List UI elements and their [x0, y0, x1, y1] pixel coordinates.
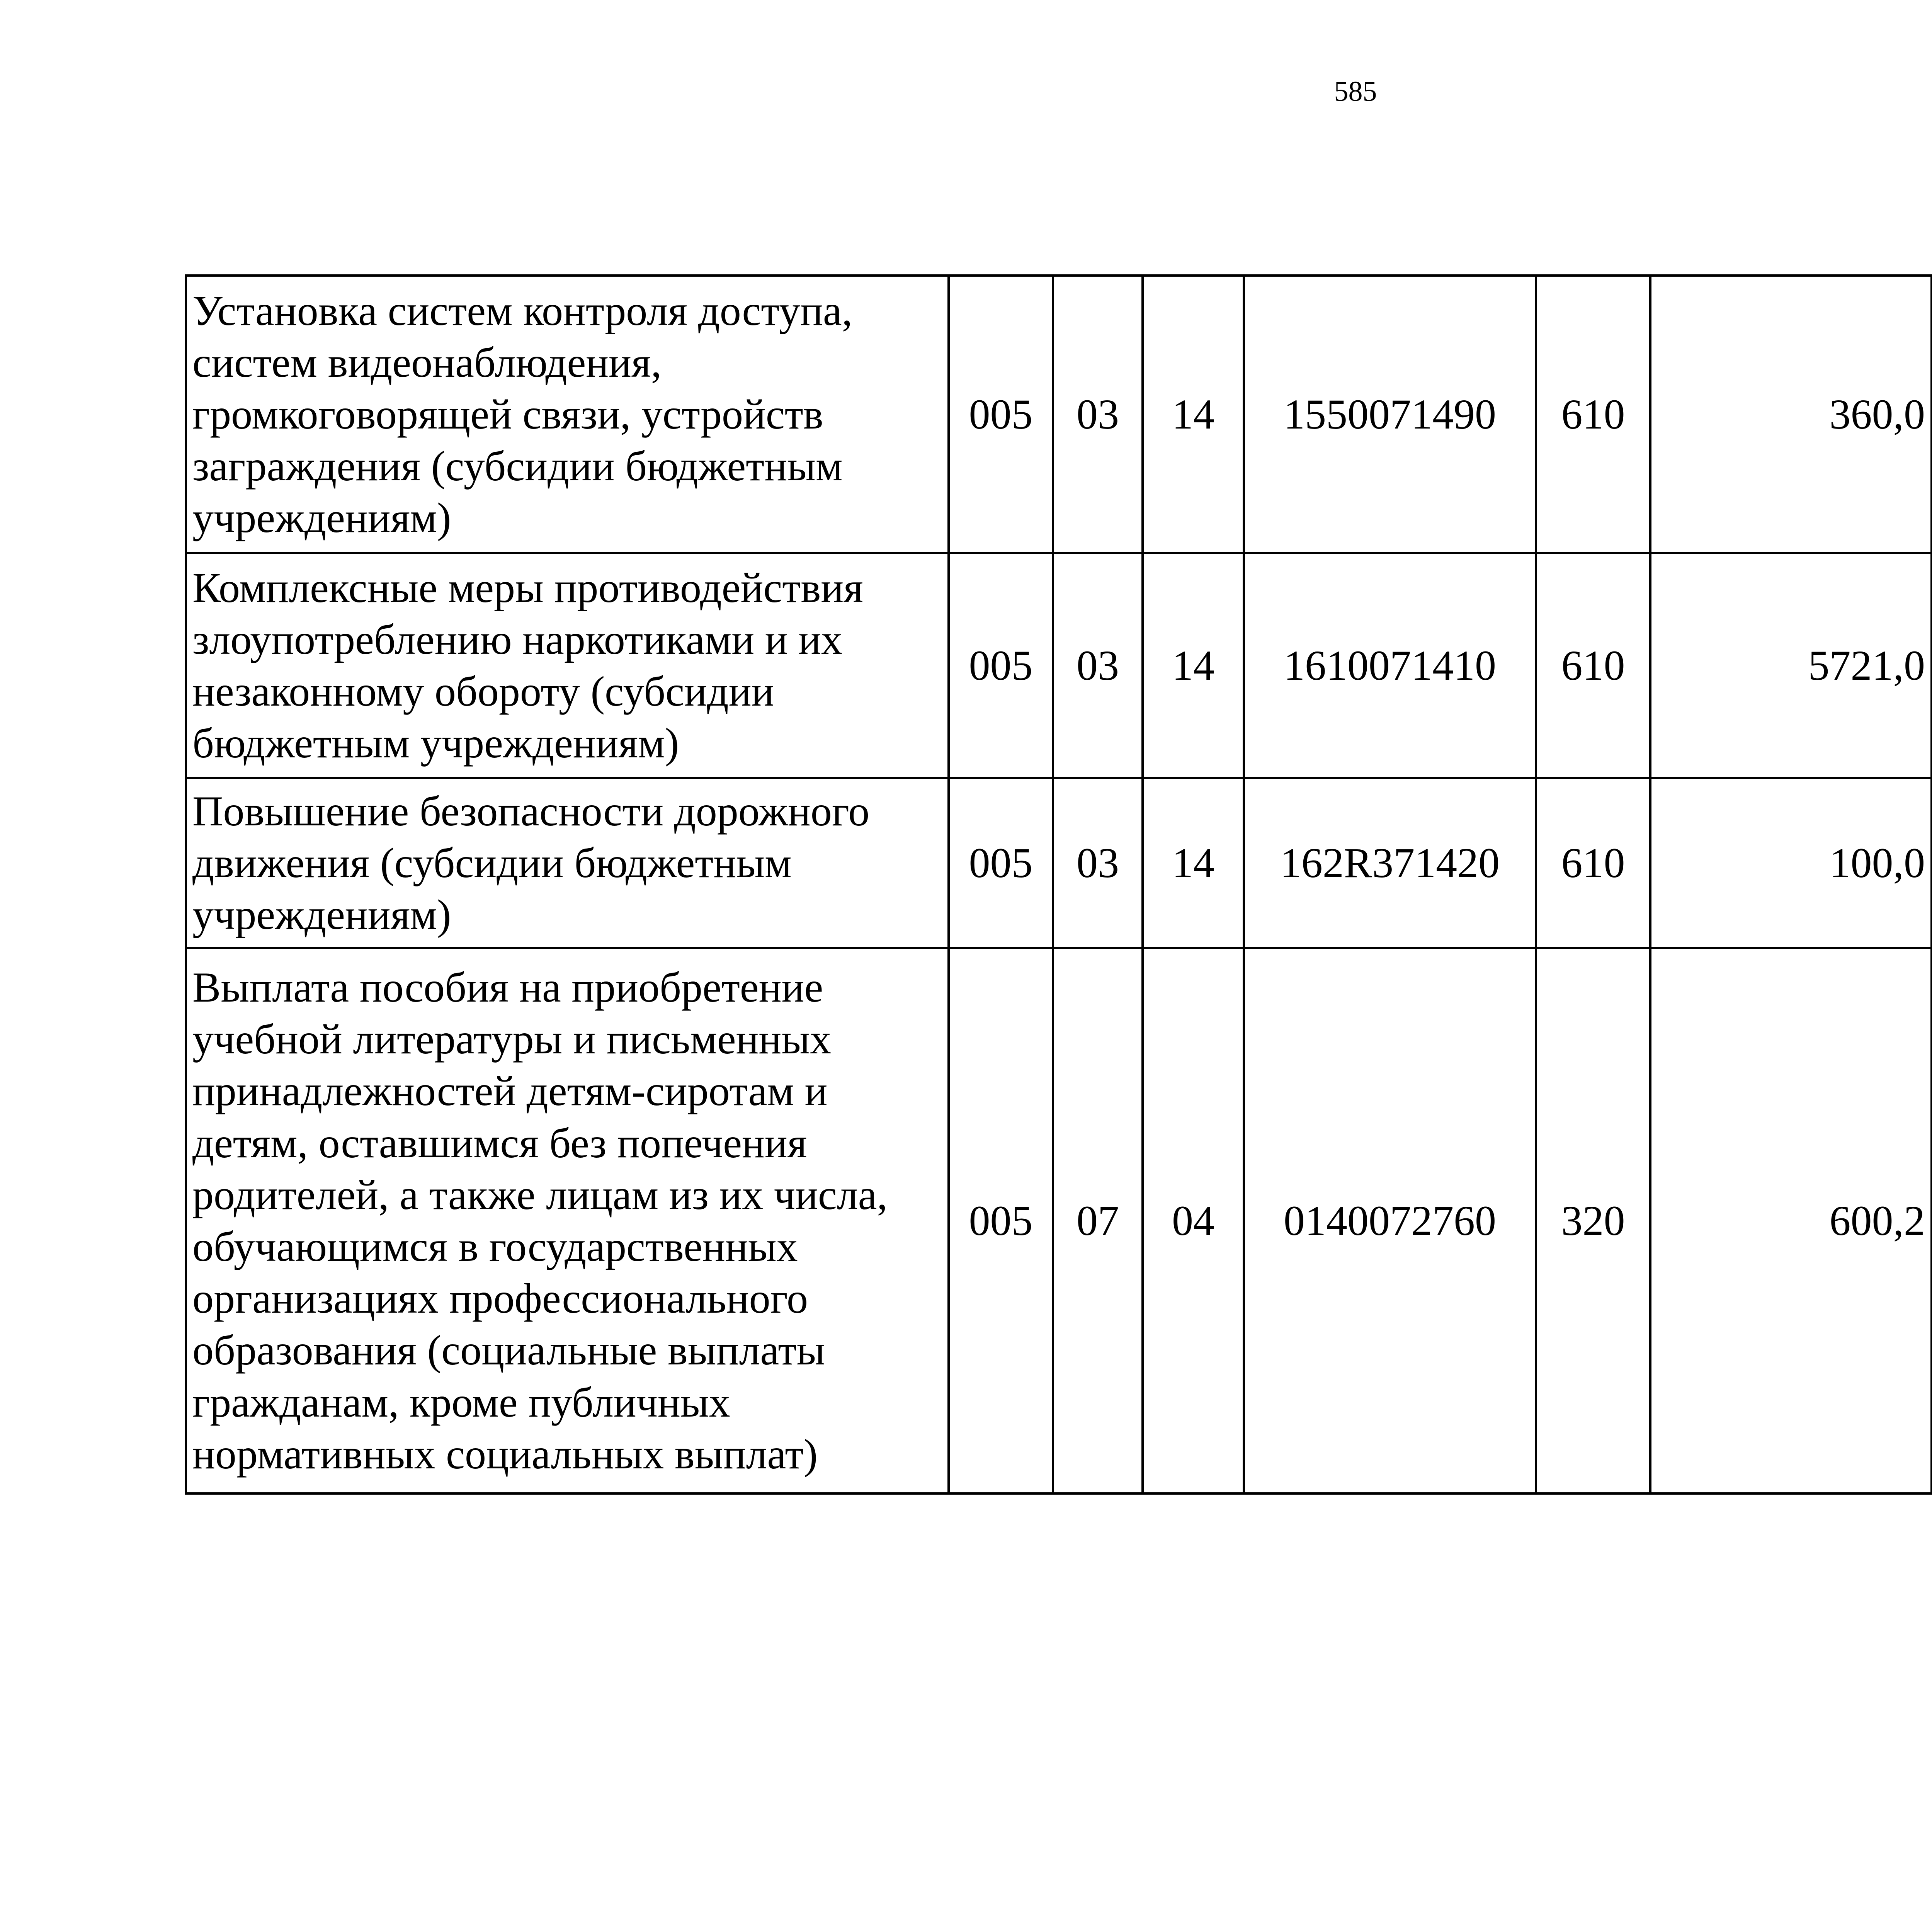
subsection-code: 14 [1143, 276, 1244, 553]
row-description: Комплексные меры противодействия злоупотреблению наркотиками и их незаконному обороту (субсидии бюджетным учреждениям) [186, 553, 949, 778]
ministry-code: 005 [949, 553, 1053, 778]
expense-type-code: 610 [1536, 553, 1650, 778]
target-item-code: 1550071490 [1244, 276, 1536, 553]
ministry-code: 005 [949, 778, 1053, 948]
table-row [186, 276, 1932, 553]
subsection-code: 04 [1143, 948, 1244, 1493]
budget-table [185, 274, 1932, 1495]
row-description: Установка систем контроля доступа, систем видеонаблюдения, громкоговорящей связи, устройств заграждения (субсидии бюджетным учреждениям) [186, 276, 949, 553]
section-code: 07 [1053, 948, 1143, 1493]
amount-1: 360,0 [1650, 276, 1932, 553]
target-item-code: 162R371420 [1244, 778, 1536, 948]
expense-type-code: 610 [1536, 276, 1650, 553]
target-item-code: 1610071410 [1244, 553, 1536, 778]
page-number: 585 [1334, 76, 1377, 107]
subsection-code: 14 [1143, 778, 1244, 948]
expense-type-code: 320 [1536, 948, 1650, 1493]
ministry-code: 005 [949, 276, 1053, 553]
ministry-code: 005 [949, 948, 1053, 1493]
table-row [186, 948, 1932, 1493]
amount-1: 100,0 [1650, 778, 1932, 948]
section-code: 03 [1053, 276, 1143, 553]
table-row [186, 553, 1932, 778]
section-code: 03 [1053, 778, 1143, 948]
amount-1: 600,2 [1650, 948, 1932, 1493]
section-code: 03 [1053, 553, 1143, 778]
amount-1: 5721,0 [1650, 553, 1932, 778]
row-description: Повышение безопасности дорожного движения (субсидии бюджетным учреждениям) [186, 778, 949, 948]
row-description: Выплата пособия на приобретение учебной литературы и письменных принадлежностей детям-сиротам и детям, оставшимся без попечения родителей, а также лицам из их числа, обучающимся в государственных организациях профессионального образования (социальные выплаты гражданам, кроме публичных нормативных социальных выплат) [186, 948, 949, 1493]
target-item-code: 0140072760 [1244, 948, 1536, 1493]
subsection-code: 14 [1143, 553, 1244, 778]
expense-type-code: 610 [1536, 778, 1650, 948]
table-row [186, 778, 1932, 948]
